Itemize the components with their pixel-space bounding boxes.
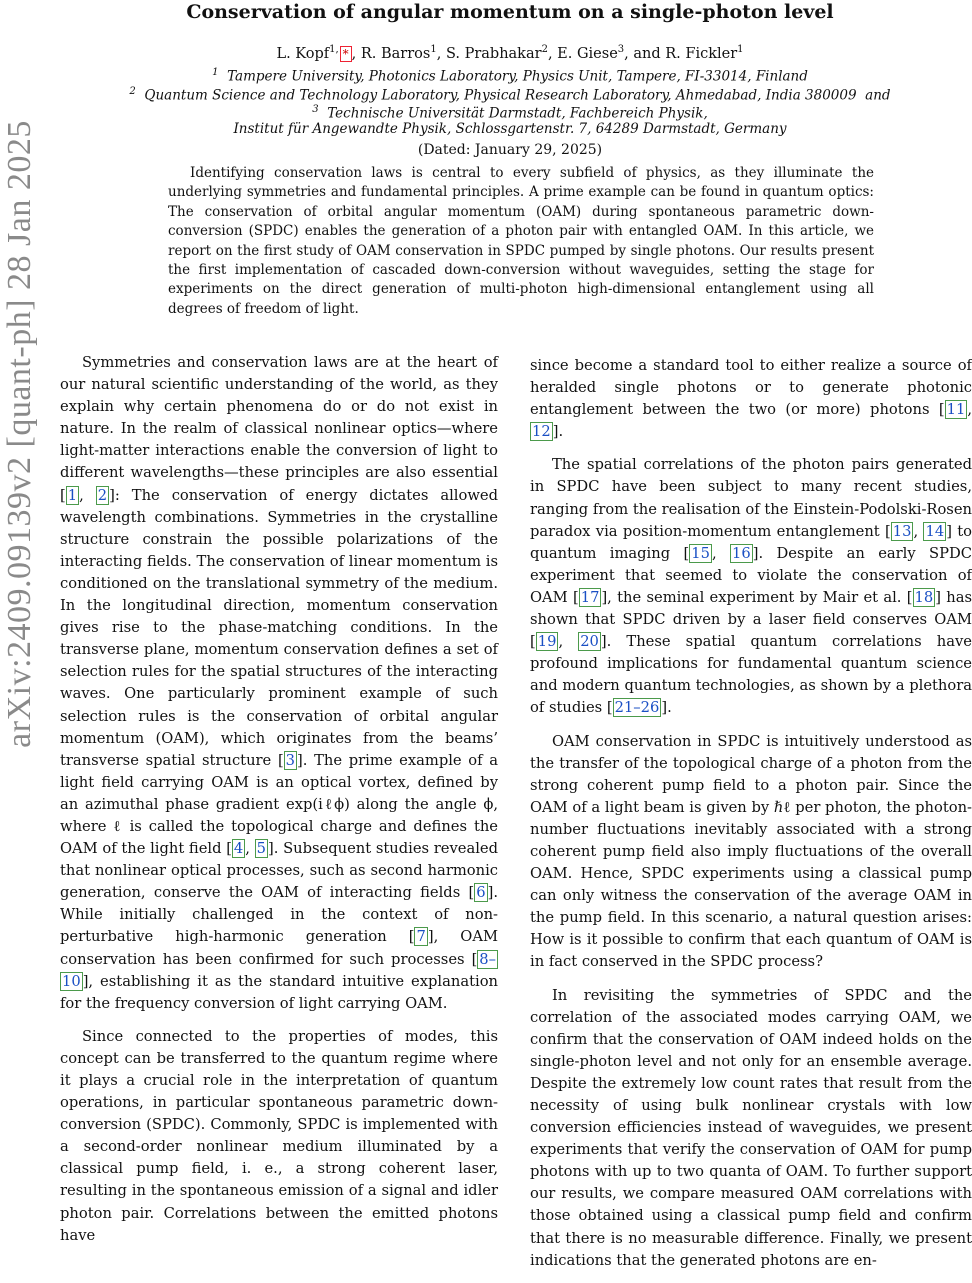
citation-21-26-link[interactable]: 21–26 <box>614 699 660 717</box>
citation-11-link[interactable]: 11 <box>946 401 966 419</box>
citation-6-link[interactable]: 6 <box>476 884 486 902</box>
citation-3-link[interactable]: 3 <box>285 751 296 769</box>
author-prabhakar-affil: 2 <box>541 44 548 55</box>
citation-19-link[interactable]: 19 <box>537 633 557 651</box>
citation-20-link[interactable]: 20 <box>580 633 599 651</box>
right-paragraph-2: The spatial correlations of the photon pairs generated in SPDC have been subject to many recent studies, ranging from the realisation of the Einstein-Podolski-Rosen paradox via position-momentum entanglement [ 13 , 14 ] to quantum imaging [ 15 , 16 ]. Despite an early SPDC experiment that seemed to violate the conservation of OAM [ 17 ], the seminal experiment by Mair et al. [ 18 ] has shown that SPDC driven by a laser field conserves OAM [ 19 , 20 ]. These spatial quantum correlations have profound implications for fundamental quantum science and modern quantum technologies, as shown by a plethora of studies [ 21–26 ]. <box>530 456 972 717</box>
citation-13-link[interactable]: 13 <box>892 522 912 540</box>
citation-10-link[interactable]: 10 <box>62 972 81 990</box>
citation-8-link[interactable]: 8– <box>479 950 496 968</box>
dated-line: (Dated: January 29, 2025) <box>417 142 603 158</box>
author-barros: R. Barros <box>360 45 431 62</box>
arxiv-identifier-stamp: arXiv:2409.09139v2 [quant-ph] 28 Jan 2025 <box>1 120 38 748</box>
author-kopf: L. Kopf <box>276 45 330 62</box>
affiliation-2: $^2$ Quantum Science and Technology Laboratory, Physical Research Laboratory, Ahmedabad, India 380009 and <box>129 86 891 104</box>
corresponding-author-link[interactable]: * <box>340 46 352 62</box>
paper-title: Conservation of angular momentum on a single-photon level <box>186 1 834 23</box>
author-giese: E. Giese <box>557 45 618 62</box>
author-barros-affil: 1 <box>430 44 437 55</box>
author-list: L. Kopf$^{1,}$ * , R. Barros$^1$, S. Prabhakar$^2$, E. Giese$^3$, and R. Fickler$^1$ <box>276 44 744 62</box>
right-column <box>530 355 972 1283</box>
citation-17-link[interactable]: 17 <box>580 588 600 606</box>
citation-4-link[interactable]: 4 <box>233 840 244 858</box>
citation-7-link[interactable]: 7 <box>416 928 426 946</box>
right-paragraph-1: since become a standard tool to either realize a source of heralded single photons or to generate photonic entanglement between the two (or more) photons [ 11 , 12 ]. <box>530 357 972 441</box>
left-paragraph-2: Since connected to the properties of modes, this concept can be transferred to the quantum regime where it plays a crucial role in the interpretation of quantum operations, in particular spontaneous parametric down-conversion (SPDC). Commonly, SPDC is implemented with a second-order nonlinear medium illuminated by a classical pump field, i. e., a strong coherent laser, resulting in the spontaneous emission of a signal and idler photon pair. Correlations between the emitted photons have <box>60 1027 498 1244</box>
author-prabhakar: S. Prabhakar <box>445 45 542 62</box>
citation-2-link[interactable]: 2 <box>97 486 108 504</box>
author-fickler-affil: 1 <box>737 44 744 55</box>
left-column <box>60 352 498 1258</box>
right-paragraph-4: In revisiting the symmetries of SPDC and the correlation of the associated modes carrying OAM, we confirm that the conservation of OAM indeed holds on the single-photon level and not only for an ensemble average. Despite the extremely low count rates that result from the necessity of using bulk nonlinear crystals with low conversion efficiencies instead of waveguides, we present experiments that verify the conservation of OAM for pump photons with up to two quanta of OAM. To further support our results, we compare measured OAM correlations with those obtained using a classical pump field and confirm that there is no measurable difference. Finally, we present indications that the generated photons are en- <box>530 986 972 1269</box>
citation-14-link[interactable]: 14 <box>925 522 945 540</box>
citation-15-link[interactable]: 15 <box>691 544 710 562</box>
citation-1-link[interactable]: 1 <box>67 486 78 504</box>
author-kopf-affil: 1, <box>329 44 339 55</box>
abstract: Identifying conservation laws is central to every subfield of physics, as they illuminate the underlying symmetries and fundamental principles. A prime example can be found in quantum optics: The conservation of orbital angular momentum (OAM) during spontaneous parametric down-conversion (SPDC) enables the generation of a photon pair with entangled OAM. In this article, we report on the first study of OAM conservation in SPDC pumped by single photons. Our results present the first implementation of cascaded down-conversion without waveguides, setting the stage for experiments on the direct generation of multi-photon high-dimensional entanglement using all degrees of freedom of light. <box>168 165 874 317</box>
affiliation-1: $^1$ Tampere University, Photonics Laboratory, Physics Unit, Tampere, FI-33014, Finland <box>212 67 808 85</box>
author-giese-affil: 3 <box>617 44 625 55</box>
left-paragraph-1: Symmetries and conservation laws are at the heart of our natural scientific understanding of the world, as they explain why certain phenomena do or do not exist in nature. In the realm of classical nonlinear optics—where light-matter interactions enable the conversion of light to different wavelengths—these principles are also essential [ 1 , 2 ]: The conservation of energy dictates allowed wavelength combinations. Symmetries in the crystalline structure constrain the possible polarizations of the interacting fields. The conservation of linear momentum is conditioned on the translational symmetry of the medium. In the longitudinal direction, momentum conservation gives rise to the phase-matching conditions. In the transverse plane, momentum conservation defines a set of selection rules for the spatial structures of the interacting waves. One particularly prominent example of such selection rules is the conservation of orbital angular momentum (OAM), which originates from the beams’ transverse spatial structure [ 3 ]. The prime example of a light field carrying OAM is an optical vortex, defined by an azimuthal phase gradient exp(iℓϕ) along the angle ϕ, where ℓ is called the topological charge and defines the OAM of the light field [ 4 , 5 ]. Subsequent studies revealed that nonlinear optical processes, such as second harmonic generation, conserve the OAM of interacting fields [ 6 ]. While initially challenged in the context of non-perturbative high-harmonic generation [ 7 ], OAM conservation has been confirmed for such processes [ 8–10 ], establishing it as the standard intuitive explanation for the frequency conversion of light carrying OAM. <box>60 354 499 1012</box>
citation-5-link[interactable]: 5 <box>256 840 266 858</box>
citation-12-link[interactable]: 12 <box>532 423 551 441</box>
right-paragraph-3: OAM conservation in SPDC is intuitively understood as the transfer of the topological charge of a photon from the strong coherent pump field to a photon pair. Since the OAM of a light beam is given by ℏℓ per photon, the photon-number fluctuations inevitably associated with a strong coherent pump field also imply fluctuations of the overall OAM. Hence, SPDC experiments using a classical pump can only witness the conservation of the average OAM in the pump field. In this scenario, a natural question arises: How is it possible to confirm that each quantum of OAM is in fact conserved in the SPDC process? <box>530 732 972 971</box>
affiliation-3-address: Institut für Angewandte Physik, Schlossgartenstr. 7, 64289 Darmstadt, Germany <box>233 121 787 137</box>
affiliation-3: $^3$ Technische Universität Darmstadt, Fachbereich Physik, <box>312 104 708 122</box>
citation-16-link[interactable]: 16 <box>732 544 751 562</box>
citation-18-link[interactable]: 18 <box>914 588 934 606</box>
author-fickler: R. Fickler <box>665 45 738 62</box>
